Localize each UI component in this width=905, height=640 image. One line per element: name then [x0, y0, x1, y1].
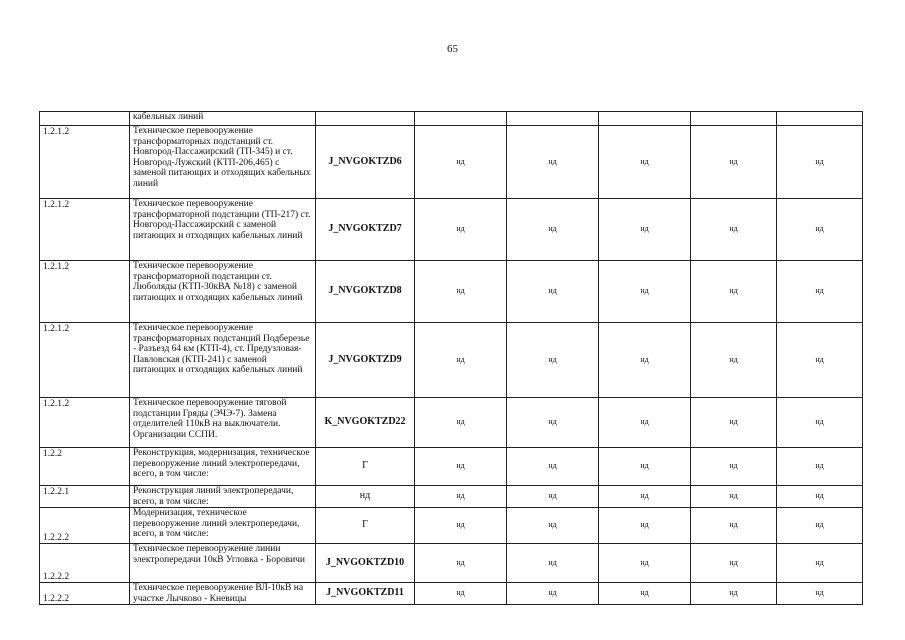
- row-number: 1.2.1.2: [40, 323, 130, 398]
- value-cell: нд: [599, 508, 691, 544]
- project-code: нд: [316, 486, 415, 508]
- value-cell: нд: [777, 126, 863, 199]
- value-cell: нд: [507, 544, 599, 583]
- value-cell: нд: [507, 261, 599, 323]
- value-cell: нд: [599, 323, 691, 398]
- value-cell: нд: [415, 126, 507, 199]
- value-cell: нд: [691, 323, 777, 398]
- value-cell: нд: [691, 398, 777, 448]
- row-description: Техническое перевооружение трансформаторных подстанций Подберезье - Разъезд 64 км (КТП-4), ст. Предузловая-Павловская (КТП-241) с заменой питающих и отходящих кабельных линий: [130, 323, 316, 398]
- row-number: 1.2.1.2: [40, 398, 130, 448]
- value-cell: нд: [599, 448, 691, 486]
- value-cell: нд: [691, 261, 777, 323]
- value-cell: нд: [507, 126, 599, 199]
- value-cell: нд: [415, 199, 507, 261]
- table-row: [40, 323, 863, 398]
- row-number: 1.2.2.2: [40, 583, 130, 605]
- row-description: Техническое перевооружение линии электропередачи 10кВ Угловка - Боровичи: [130, 544, 316, 583]
- project-code: J_NVGOKTZD7: [316, 199, 415, 261]
- value-cell: нд: [691, 583, 777, 605]
- value-cell: нд: [507, 508, 599, 544]
- row-description: Модернизация, техническое перевооружение линий электропередачи, всего, в том числе:: [130, 508, 316, 544]
- row-number: [40, 112, 130, 126]
- row-number: 1.2.1.2: [40, 199, 130, 261]
- value-cell: нд: [777, 199, 863, 261]
- row-number: 1.2.1.2: [40, 126, 130, 199]
- value-cell: нд: [691, 448, 777, 486]
- row-description: Реконструкция, модернизация, техническое перевооружение линий электропередачи, всего, в том числе:: [130, 448, 316, 486]
- value-cell: нд: [415, 323, 507, 398]
- table-row: [40, 583, 863, 605]
- value-cell: нд: [599, 486, 691, 508]
- project-code: [316, 112, 415, 126]
- table-row: [40, 112, 863, 126]
- value-cell: нд: [507, 323, 599, 398]
- value-cell: [777, 112, 863, 126]
- value-cell: [415, 112, 507, 126]
- value-cell: нд: [777, 544, 863, 583]
- row-description: Техническое перевооружение трансформаторной подстанции (ТП-217) ст. Новгород-Пассажирский с заменой питающих и отходящих кабельных линий: [130, 199, 316, 261]
- value-cell: нд: [777, 583, 863, 605]
- table-row: [40, 486, 863, 508]
- value-cell: нд: [415, 398, 507, 448]
- value-cell: нд: [777, 398, 863, 448]
- value-cell: нд: [415, 583, 507, 605]
- row-description: Техническое перевооружение трансформаторной подстанции ст. Люболяды (КТП-30кВА №18) с заменой питающих и отходящих кабельных линий: [130, 261, 316, 323]
- value-cell: нд: [599, 398, 691, 448]
- value-cell: нд: [507, 583, 599, 605]
- table-row: [40, 126, 863, 199]
- table-row: [40, 398, 863, 448]
- project-code: J_NVGOKTZD6: [316, 126, 415, 199]
- value-cell: нд: [691, 199, 777, 261]
- table-row: [40, 448, 863, 486]
- value-cell: нд: [507, 448, 599, 486]
- value-cell: нд: [599, 126, 691, 199]
- project-code: J_NVGOKTZD8: [316, 261, 415, 323]
- investment-table: [39, 111, 863, 605]
- value-cell: нд: [691, 486, 777, 508]
- value-cell: нд: [599, 261, 691, 323]
- value-cell: нд: [507, 486, 599, 508]
- table-row: [40, 199, 863, 261]
- value-cell: нд: [691, 544, 777, 583]
- value-cell: нд: [507, 199, 599, 261]
- value-cell: нд: [507, 398, 599, 448]
- project-code: Г: [316, 448, 415, 486]
- row-description: кабельных линий: [130, 112, 316, 126]
- page-number: 65: [447, 43, 458, 55]
- table-row: [40, 261, 863, 323]
- row-number: 1.2.2.1: [40, 486, 130, 508]
- project-code: J_NVGOKTZD11: [316, 583, 415, 605]
- value-cell: нд: [415, 508, 507, 544]
- project-code: J_NVGOKTZD10: [316, 544, 415, 583]
- project-code: Г: [316, 508, 415, 544]
- row-description: Техническое перевооружение ВЛ-10кВ на участке Лычково - Кневицы: [130, 583, 316, 605]
- value-cell: нд: [415, 544, 507, 583]
- value-cell: нд: [599, 199, 691, 261]
- value-cell: нд: [415, 448, 507, 486]
- value-cell: нд: [599, 544, 691, 583]
- value-cell: [599, 112, 691, 126]
- project-code: K_NVGOKTZD22: [316, 398, 415, 448]
- row-description: Техническое перевооружение трансформаторных подстанций ст. Новгород-Пассажирский (ТП-345) и ст. Новгород-Лужский (КТП-206,465) с заменой питающих и отходящих кабельных линий: [130, 126, 316, 199]
- value-cell: нд: [691, 126, 777, 199]
- row-number: 1.2.2: [40, 448, 130, 486]
- row-description: Техническое перевооружение тяговой подстанции Гряды (ЭЧЭ-7). Замена отделителей 110кВ на выключатели. Организации ССПИ.: [130, 398, 316, 448]
- project-code: J_NVGOKTZD9: [316, 323, 415, 398]
- value-cell: нд: [415, 261, 507, 323]
- value-cell: нд: [777, 448, 863, 486]
- value-cell: нд: [777, 323, 863, 398]
- row-description: Реконструкция линий электропередачи, всего, в том числе:: [130, 486, 316, 508]
- table-row: [40, 508, 863, 544]
- value-cell: нд: [777, 486, 863, 508]
- value-cell: нд: [691, 508, 777, 544]
- row-number: 1.2.2.2: [40, 544, 130, 583]
- table-row: [40, 544, 863, 583]
- value-cell: [507, 112, 599, 126]
- value-cell: нд: [415, 486, 507, 508]
- value-cell: [691, 112, 777, 126]
- value-cell: нд: [777, 508, 863, 544]
- row-number: 1.2.1.2: [40, 261, 130, 323]
- value-cell: нд: [599, 583, 691, 605]
- value-cell: нд: [777, 261, 863, 323]
- row-number: 1.2.2.2: [40, 508, 130, 544]
